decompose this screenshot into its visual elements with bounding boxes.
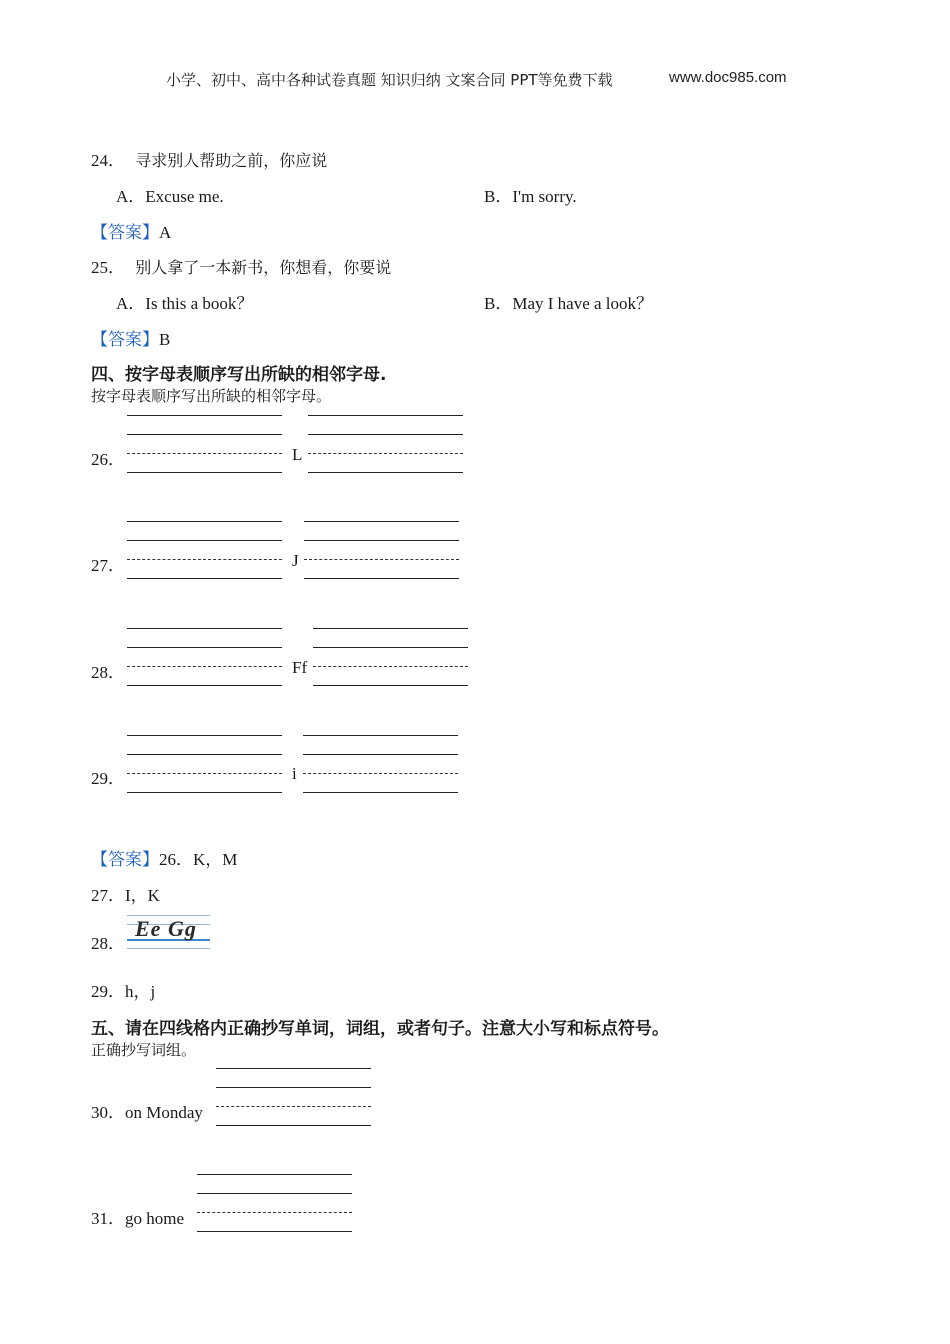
answer-26 (91, 845, 237, 870)
header-url: www.doc985.com (669, 69, 787, 86)
answer-27: 27．I，K (91, 886, 160, 905)
question-number: 28． (91, 663, 125, 682)
question-24 (91, 146, 327, 171)
question-30-label: 30．on Monday (91, 1103, 203, 1122)
option-a: A．Is this a book？ (116, 294, 254, 313)
header-text: 小学、初中、高中各种试卷真题 知识归纳 文案合同 PPT等免费下载 (166, 71, 613, 89)
answer-29: 29．h，j (91, 982, 156, 1001)
answer-value: A (159, 223, 172, 242)
answer-tag: 【答案】 (91, 223, 159, 242)
answer-25 (91, 325, 170, 350)
writing-grid[interactable] (304, 521, 459, 579)
answer-tag: 【答案】 (91, 850, 159, 869)
writing-grid[interactable] (197, 1174, 352, 1232)
given-letter: L (292, 445, 303, 464)
writing-grid[interactable] (303, 735, 458, 793)
question-number: 25． (91, 258, 125, 277)
question-number: 27． (91, 556, 125, 575)
question-31-label: 31．go home (91, 1209, 185, 1228)
option-b: B．I'm sorry. (484, 187, 577, 206)
option-b: B．May I have a look？ (484, 294, 654, 313)
section-4-title: 四、按字母表顺序写出所缺的相邻字母. (91, 365, 387, 385)
question-number: 29． (91, 769, 125, 788)
writing-grid[interactable] (127, 735, 282, 793)
answer-28-number: 28． (91, 934, 125, 953)
answer-value: 26．K，M (159, 850, 238, 869)
answer-value: B (159, 330, 171, 349)
writing-grid[interactable] (308, 415, 463, 473)
answer-28-image (127, 913, 210, 950)
question-prompt: 别人拿了一本新书，你想看，你要说 (135, 258, 392, 277)
option-a: A．Excuse me. (116, 187, 224, 206)
section-4-instruction: 按字母表顺序写出所缺的相邻字母。 (91, 387, 332, 405)
answer-28-letters: Ee Gg (135, 916, 197, 941)
writing-grid[interactable] (127, 415, 282, 473)
given-letter: Ff (292, 658, 308, 677)
writing-grid[interactable] (313, 628, 468, 686)
question-prompt: 寻求别人帮助之前，你应说 (135, 151, 328, 170)
answer-tag: 【答案】 (91, 330, 159, 349)
writing-grid[interactable] (216, 1068, 371, 1126)
writing-grid[interactable] (127, 628, 282, 686)
writing-grid[interactable] (127, 521, 282, 579)
question-number: 24． (91, 151, 125, 170)
question-number: 26． (91, 450, 125, 469)
given-letter: i (292, 764, 297, 783)
section-5-instruction: 正确抄写词组。 (91, 1041, 197, 1059)
given-letter: J (292, 551, 299, 570)
question-25 (91, 253, 391, 278)
answer-24 (91, 218, 171, 243)
section-5-title: 五、请在四线格内正确抄写单词，词组，或者句子。注意大小写和标点符号。 (91, 1019, 669, 1039)
